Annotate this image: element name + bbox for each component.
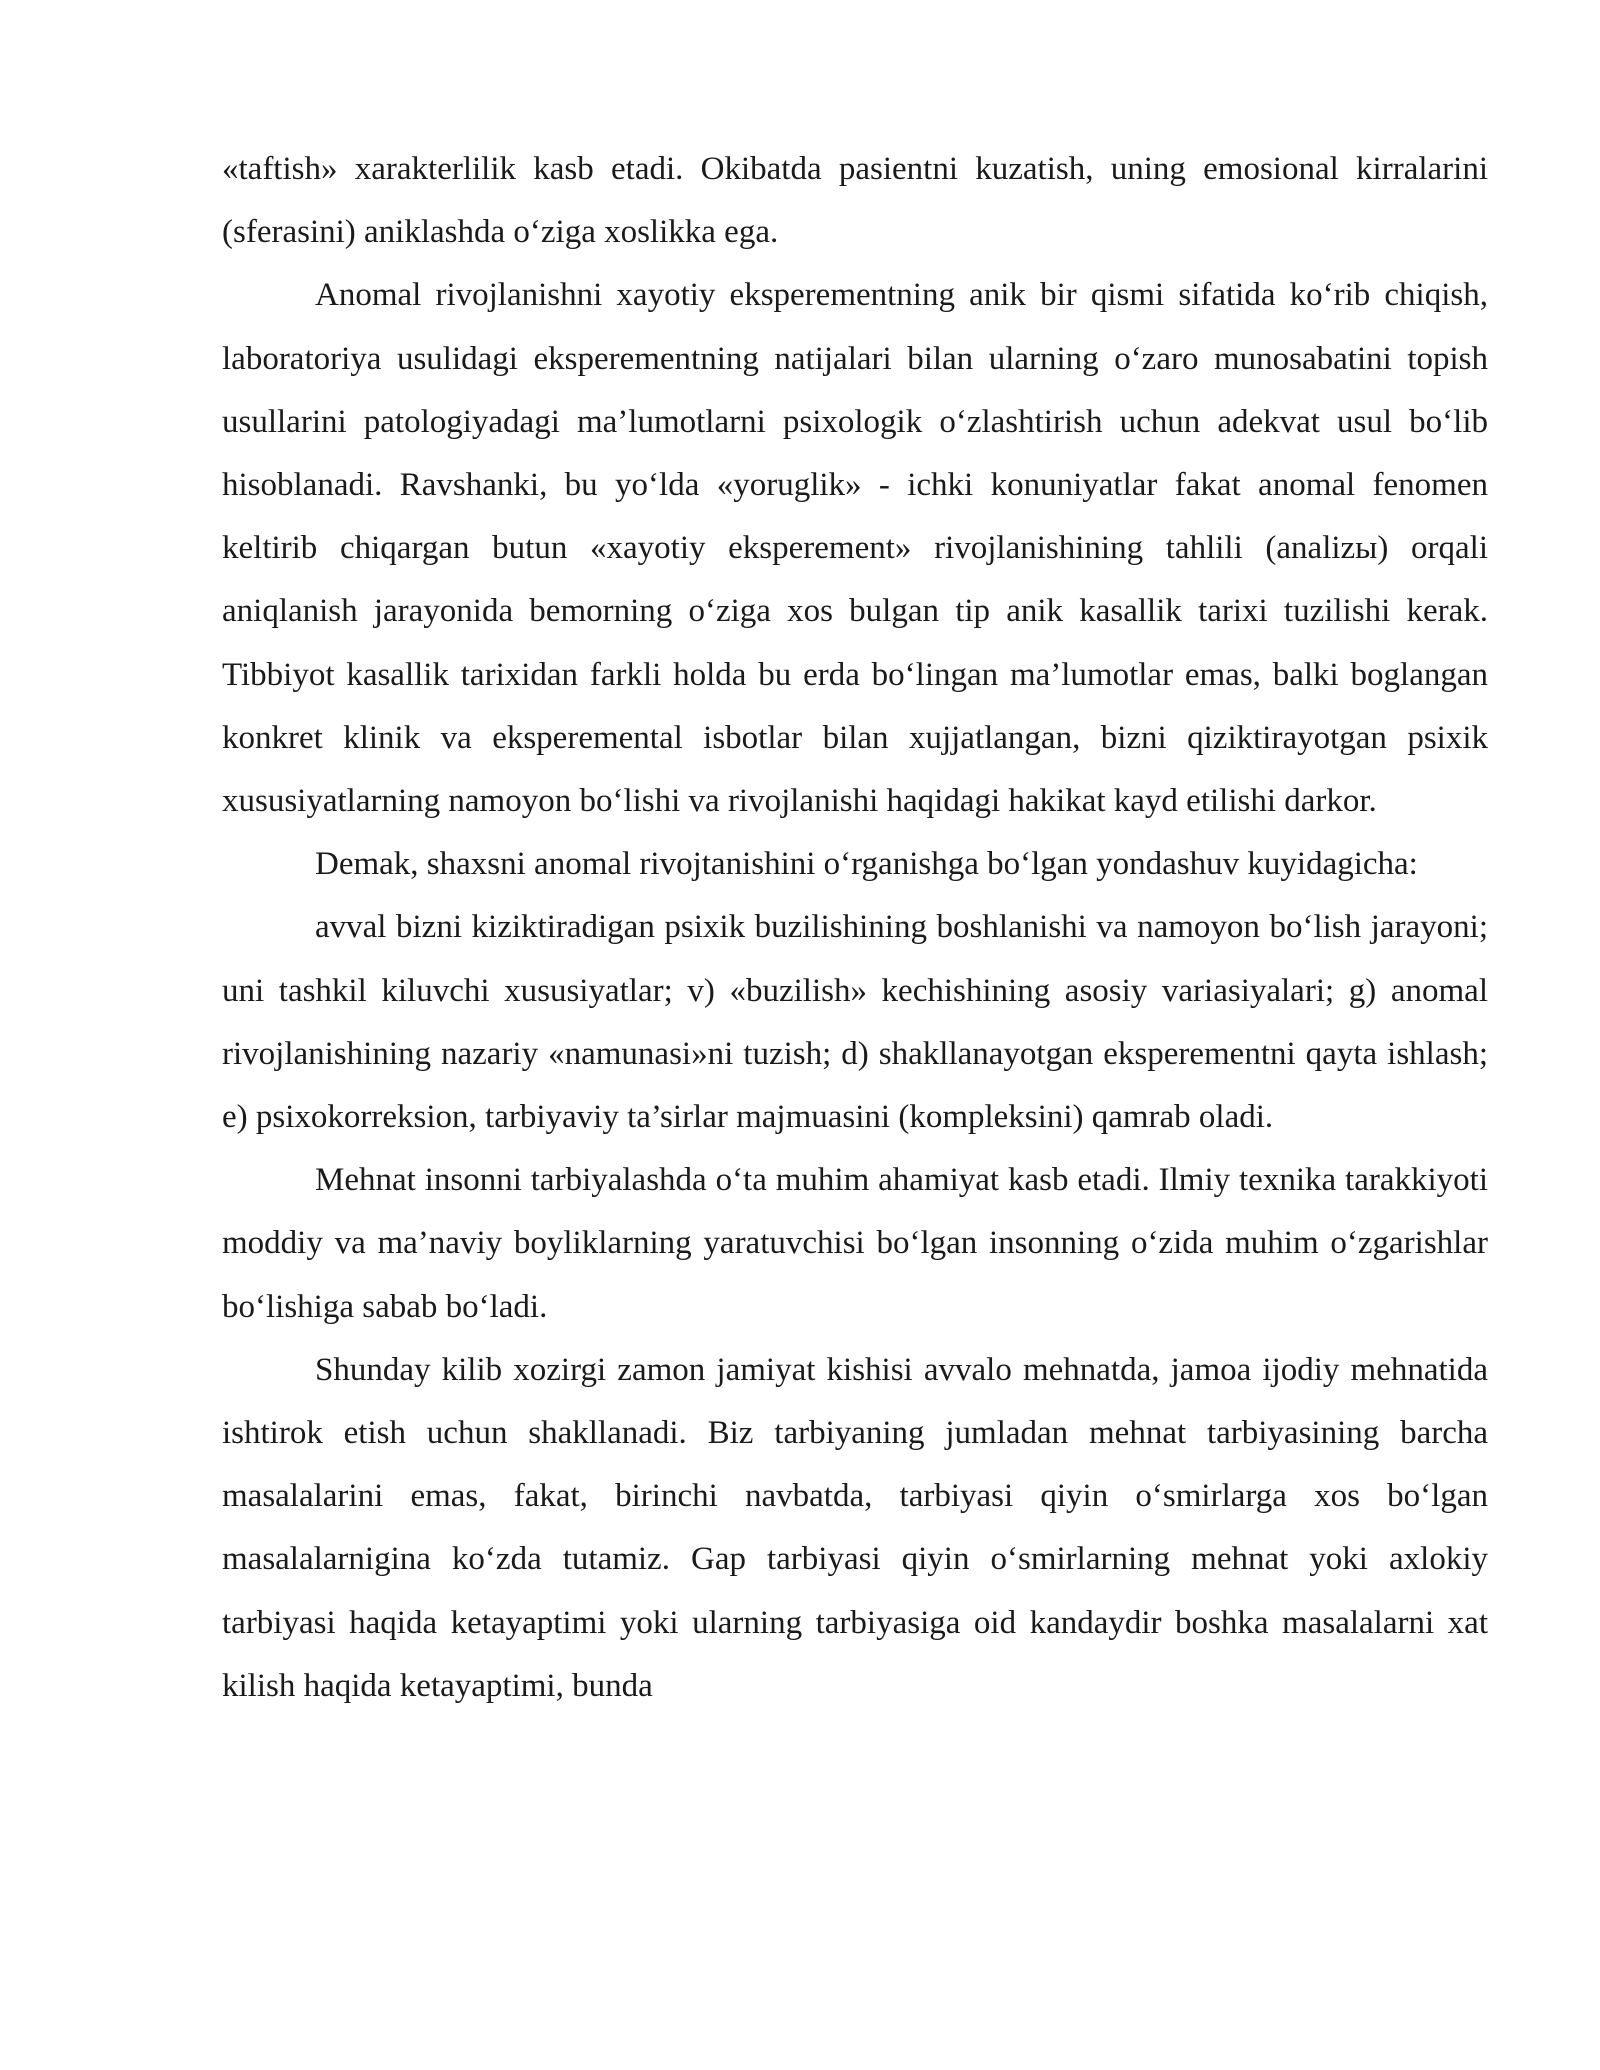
paragraph-continuation: «taftish» xarakterlilik kasb etadi. Okibatda pasientni kuzatish, uning emosional kirralarini (sferasini) aniklashda o‘ziga xoslikka ega. — [222, 151, 1488, 251]
paragraph-labor-education: Shunday kilib xozirgi zamon jamiyat kishisi avvalo mehnatda, jamoa ijodiy mehnatida ishtirok etish uchun shakllanadi. Biz tarbiyaning jumladan mehnat tarbiyasining barcha masalalarini emas, fakat, birinchi navbatda, tarbiyasi qiyin o‘smirlarga xos bo‘lgan masalalarnigina ko‘zda tutamiz. Gap tarbiyasi qiyin o‘smirlarning mehnat yoki axlokiy tarbiyasi haqida ketayaptimi yoki ularning tarbiyasiga oid kandaydir boshka masalalarni xat kilish haqida ketayaptimi, bunda — [222, 1351, 1488, 1704]
paragraph-approach-list: avval bizni kiziktiradigan psixik buzilishining boshlanishi va namoyon bo‘lish jarayoni; uni tashkil kiluvchi xususiyatlar; v) «buzilish» kechishining asosiy variasiyalari; g) anomal rivojlanishining nazariy «namunasi»ni tuzish; d) shakllanayotgan eksperementni qayta ishlash; e) psixokorreksion, tarbiyaviy ta’sirlar majmuasini (kompleksini) qamrab oladi. — [222, 909, 1488, 1136]
paragraph-labor-importance: Mehnat insonni tarbiyalashda o‘ta muhim ahamiyat kasb etadi. Ilmiy texnika tarakkiyoti moddiy va ma’naviy boyliklarning yaratuvchisi bo‘lgan insonning o‘zida muhim o‘zgarishlar bo‘lishiga sabab bo‘ladi. — [222, 1162, 1488, 1325]
document-body — [222, 138, 1488, 1718]
paragraph-anomal-development: Anomal rivojlanishni xayotiy eksperementning anik bir qismi sifatida ko‘rib chiqish, laboratoriya usulidagi eksperementning natijalari bilan ularning o‘zaro munosabatini topish usullarini patologiyadagi ma’lumotlarni psixologik o‘zlashtirish uchun adekvat usul bo‘lib hisoblanadi. Ravshanki, bu yo‘lda «yoruglik» - ichki konuniyatlar fakat anomal fenomen keltirib chiqargan butun «xayotiy eksperement» rivojlanishining tahlili (analizы) orqali aniqlanish jarayonida bemorning o‘ziga xos bulgan tip anik kasallik tarixi tuzilishi kerak. Tibbiyot kasallik tarixidan farkli holda bu erda bo‘lingan ma’lumotlar emas, balki boglangan konkret klinik va eksperemental isbotlar bilan xujjatlangan, bizni qiziktirayotgan psixik xususiyatlarning namoyon bo‘lishi va rivojlanishi haqidagi hakikat kayd etilishi darkor. — [222, 277, 1488, 820]
paragraph-approach-intro: Demak, shaxsni anomal rivojtanishini o‘rganishga bo‘lgan yondashuv kuyidagicha: — [315, 846, 1418, 883]
